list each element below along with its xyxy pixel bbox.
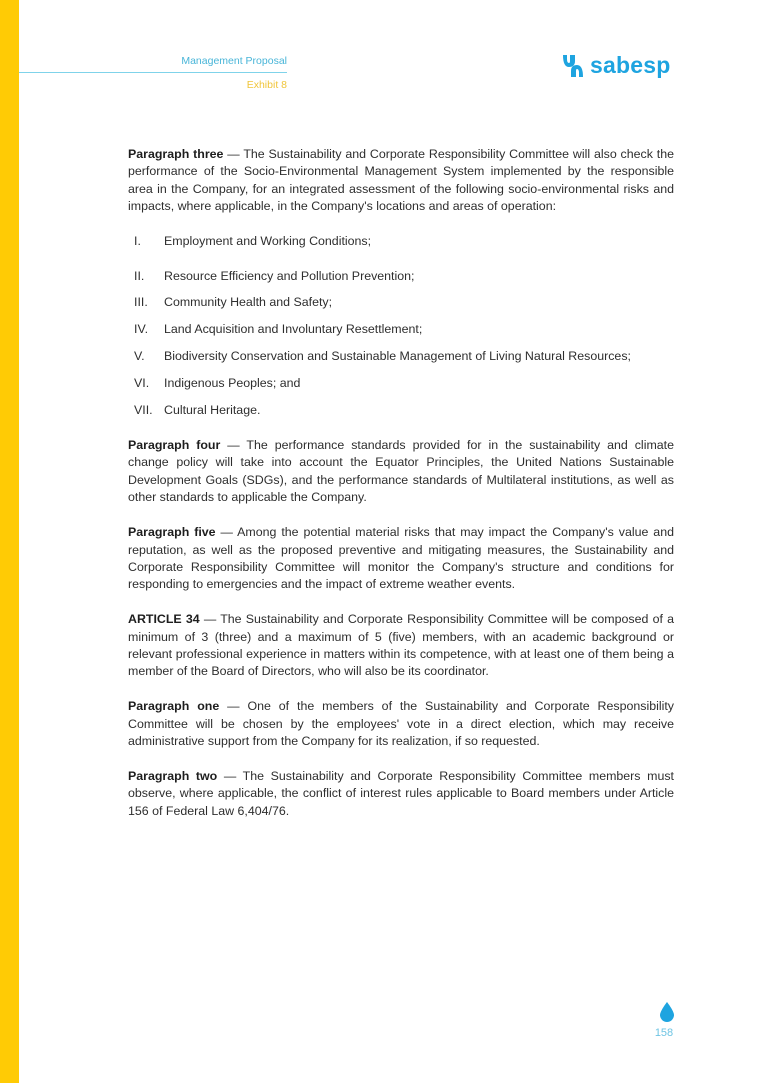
list-text: Indigenous Peoples; and	[164, 376, 301, 391]
paragraph-text: — The Sustainability and Corporate Responsibility Committee will be composed of a minimum of 3 (three) and a maximum of 5 (five) members, with an academic background or relevant professional experience in matters within its competence, with at least one of them being a member of the Board of Directors, who will also be its coordinator.	[128, 612, 674, 679]
paragraph-one	[128, 698, 674, 750]
logo-wordmark: sabesp	[590, 52, 671, 78]
list-item	[128, 375, 674, 392]
sabesp-logo	[560, 52, 670, 79]
paragraph-four	[128, 437, 674, 507]
list-number: I.	[134, 234, 141, 249]
paragraph-text: — The performance standards provided for in the sustainability and climate change policy will take into account the Equator Principles, the United Nations Sustainable Development Goals (SDGs), and the performance standards of Multilateral institutions, as well as other standards to applicable the Company.	[128, 437, 674, 505]
paragraph-heading: Paragraph five	[128, 525, 216, 540]
list-number: V.	[134, 349, 145, 364]
list-text: Biodiversity Conservation and Sustainable Management of Living Natural Resources;	[164, 349, 631, 364]
list-item	[128, 402, 674, 419]
list-item	[128, 321, 674, 338]
list-text: Cultural Heritage.	[164, 403, 261, 418]
list-text: Land Acquisition and Involuntary Resettlement;	[164, 322, 423, 337]
risk-list	[128, 233, 674, 419]
list-text: Community Health and Safety;	[164, 295, 333, 310]
document-body	[128, 146, 674, 838]
paragraph-heading: Paragraph one	[128, 699, 220, 714]
exhibit-label: Exhibit 8	[246, 79, 287, 91]
list-text: Resource Efficiency and Pollution Prevention;	[164, 268, 415, 283]
list-number: III.	[134, 295, 148, 310]
paragraph-text: — One of the members of the Sustainability and Corporate Responsibility Committee will be chosen by the employees' vote in a direct election, which may receive administrative support from the Company for its realization, if so requested.	[128, 699, 675, 749]
article-34	[128, 611, 674, 681]
sabesp-logo-icon	[560, 53, 586, 79]
list-item	[128, 233, 674, 250]
header-divider	[19, 72, 287, 73]
document-title: Management Proposal	[181, 55, 287, 67]
page-number: 158	[654, 1027, 674, 1039]
list-item	[128, 348, 674, 365]
paragraph-heading: Paragraph four	[128, 437, 221, 452]
article-heading: ARTICLE 34	[128, 612, 200, 627]
paragraph-five	[128, 524, 674, 594]
paragraph-two	[128, 768, 674, 820]
paragraph-three	[128, 146, 674, 216]
list-number: II.	[134, 268, 145, 283]
list-number: IV.	[134, 322, 149, 337]
water-drop-icon	[660, 1002, 674, 1027]
list-item	[128, 268, 674, 285]
paragraph-text: — Among the potential material risks that may impact the Company's value and reputation, as well as the proposed preventive and mitigating measures, the Sustainability and Corporate Responsibility Committee will monitor the Company's structure and conditions for responding to emergencies and the impact of extreme weather events.	[128, 525, 674, 592]
paragraph-heading: Paragraph two	[128, 769, 218, 784]
paragraph-text: — The Sustainability and Corporate Responsibility Committee will also check the performance of the Socio-Environmental Management System implemented by the responsible area in the Company, for an integrated assessment of the following socio-environmental risks and impacts, where applicable, in the Company's locations and areas of operation:	[128, 147, 675, 214]
paragraph-heading: Paragraph three	[128, 147, 224, 161]
list-number: VII.	[134, 403, 153, 418]
list-number: VI.	[134, 376, 150, 391]
side-accent-bar	[0, 0, 19, 1083]
list-item	[128, 294, 674, 311]
paragraph-text: — The Sustainability and Corporate Responsibility Committee members must observe, where applicable, the conflict of interest rules applicable to Board members under Article 156 of Federal Law 6,404/76.	[128, 769, 674, 818]
list-text: Employment and Working Conditions;	[164, 234, 372, 249]
